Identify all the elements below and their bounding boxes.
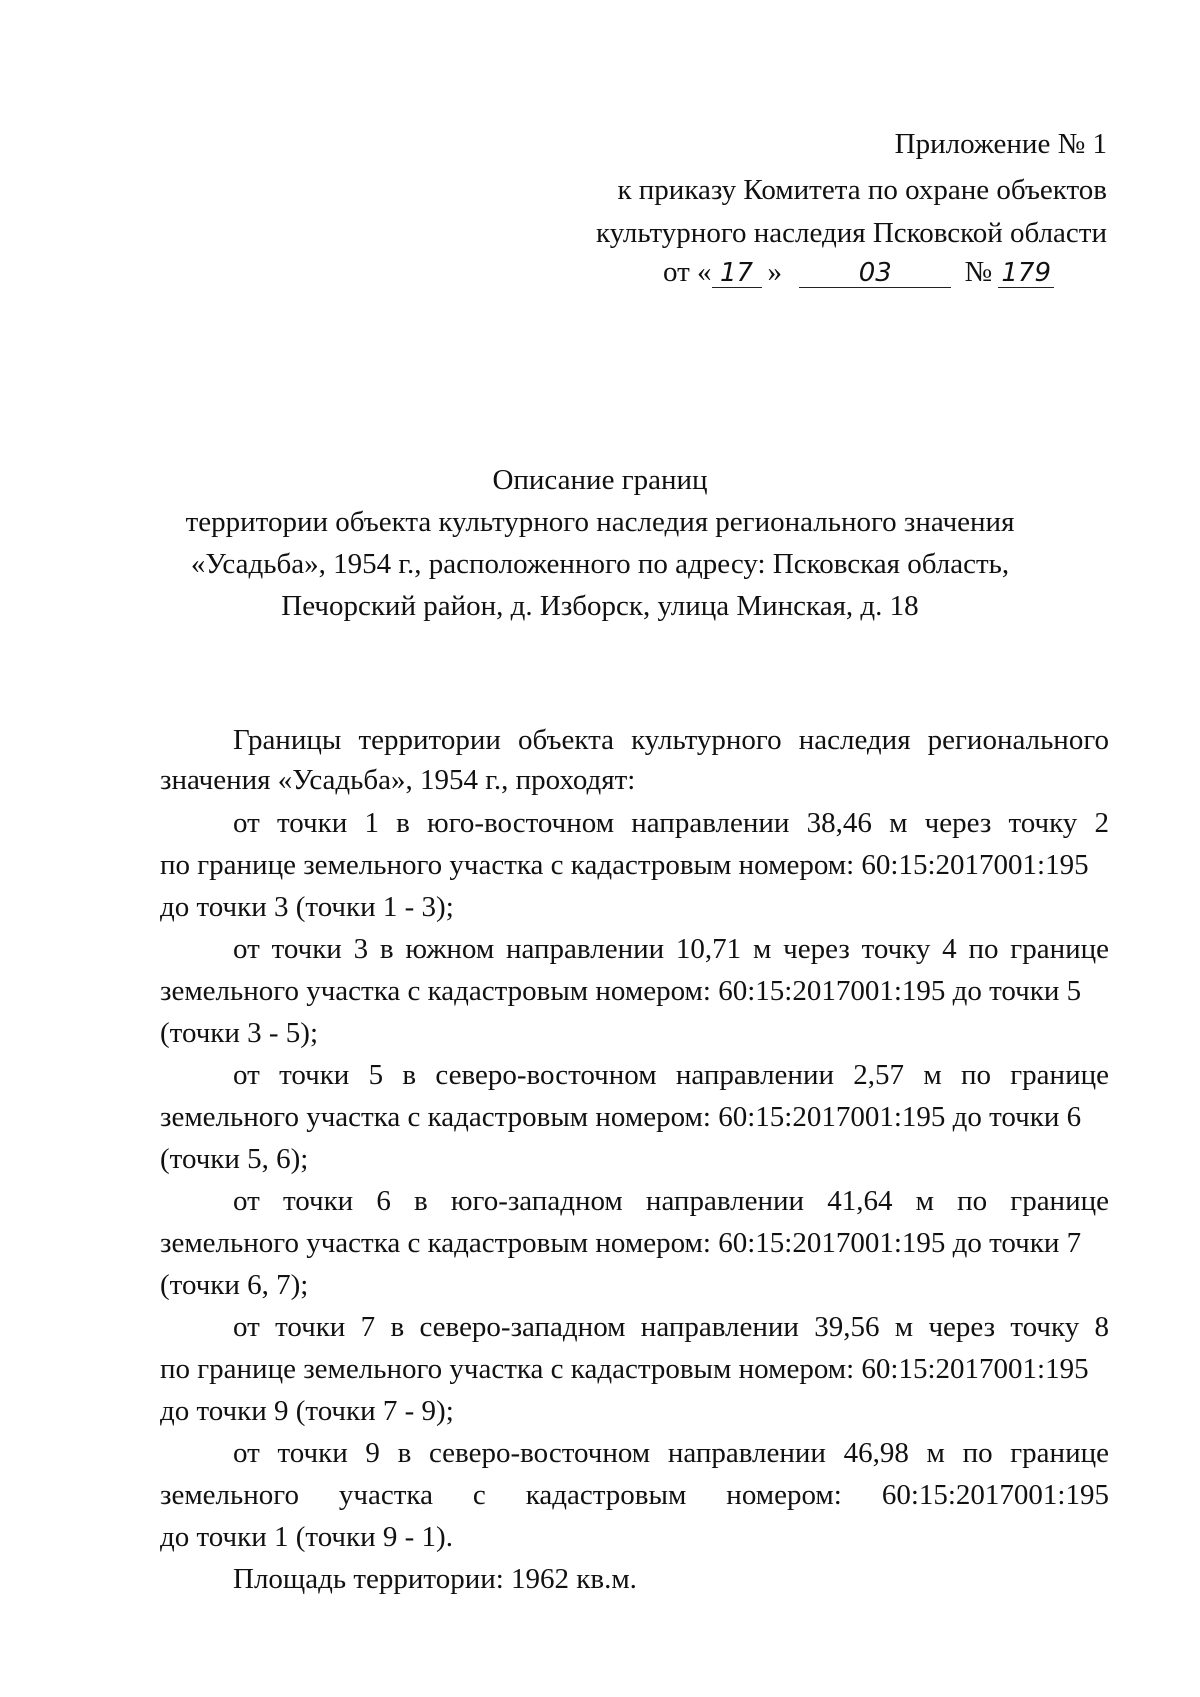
territory-area: Площадь территории: 1962 кв.м. bbox=[233, 1563, 637, 1595]
intro-line-2: значения «Усадьба», 1954 г., проходят: bbox=[160, 764, 636, 796]
segment-2-line-1: от точки 3 в южном направлении 10,71 м через точку 4 по границе bbox=[233, 933, 1109, 965]
segment-4-line-3: (точки 6, 7); bbox=[160, 1269, 309, 1301]
segment-6-line-2: земельного участка с кадастровым номером: 60:15:2017001:195 bbox=[160, 1479, 1109, 1511]
title-line-3: «Усадьба», 1954 г., расположенного по адресу: Псковская область, bbox=[190, 548, 1010, 580]
segment-1-line-1: от точки 1 в юго-восточном направлении 38,46 м через точку 2 bbox=[233, 807, 1109, 839]
segment-5-line-1: от точки 7 в северо-западном направлении 39,56 м через точку 8 bbox=[233, 1311, 1109, 1343]
order-number-field bbox=[998, 258, 1054, 288]
date-day-field bbox=[712, 258, 762, 288]
title-line-2: территории объекта культурного наследия регионального значения bbox=[185, 506, 1015, 538]
segment-2-line-2: земельного участка с кадастровым номером: 60:15:2017001:195 до точки 5 bbox=[160, 975, 1082, 1007]
appendix-title: Приложение № 1 bbox=[894, 128, 1107, 160]
quote-close: » bbox=[767, 256, 783, 288]
segment-3-line-1: от точки 5 в северо-восточном направлении 2,57 м по границе bbox=[233, 1059, 1109, 1091]
segment-3-line-2: земельного участка с кадастровым номером: 60:15:2017001:195 до точки 6 bbox=[160, 1101, 1082, 1133]
intro-line-1: Границы территории объекта культурного наследия регионального bbox=[233, 724, 1109, 756]
segment-6-line-1: от точки 9 в северо-восточном направлении 46,98 м по границе bbox=[233, 1437, 1109, 1469]
segment-2-line-3: (точки 3 - 5); bbox=[160, 1017, 319, 1049]
segment-4-line-2: земельного участка с кадастровым номером: 60:15:2017001:195 до точки 7 bbox=[160, 1227, 1082, 1259]
segment-3-line-3: (точки 5, 6); bbox=[160, 1143, 309, 1175]
handwritten-number: 179 bbox=[1001, 258, 1052, 288]
segment-5-line-3: до точки 9 (точки 7 - 9); bbox=[160, 1395, 454, 1427]
appendix-order-line: к приказу Комитета по охране объектов bbox=[617, 174, 1107, 206]
document-title: Описание границ bbox=[492, 464, 708, 496]
appendix-committee-line: культурного наследия Псковской области bbox=[596, 217, 1107, 249]
segment-5-line-2: по границе земельного участка с кадастровым номером: 60:15:2017001:195 bbox=[160, 1353, 1089, 1385]
number-label: № bbox=[964, 256, 993, 288]
handwritten-month: 03 bbox=[858, 258, 892, 288]
segment-1-line-2: по границе земельного участка с кадастровым номером: 60:15:2017001:195 bbox=[160, 849, 1089, 881]
handwritten-day: 17 bbox=[720, 258, 754, 288]
from-label: от « bbox=[663, 256, 712, 288]
appendix-date-number-line bbox=[663, 258, 1107, 288]
segment-4-line-1: от точки 6 в юго-западном направлении 41,64 м по границе bbox=[233, 1185, 1109, 1217]
segment-6-line-3: до точки 1 (точки 9 - 1). bbox=[160, 1521, 453, 1553]
segment-1-line-3: до точки 3 (точки 1 - 3); bbox=[160, 891, 454, 923]
date-month-field bbox=[799, 258, 951, 288]
title-line-4: Печорский район, д. Изборск, улица Минская, д. 18 bbox=[281, 590, 919, 622]
